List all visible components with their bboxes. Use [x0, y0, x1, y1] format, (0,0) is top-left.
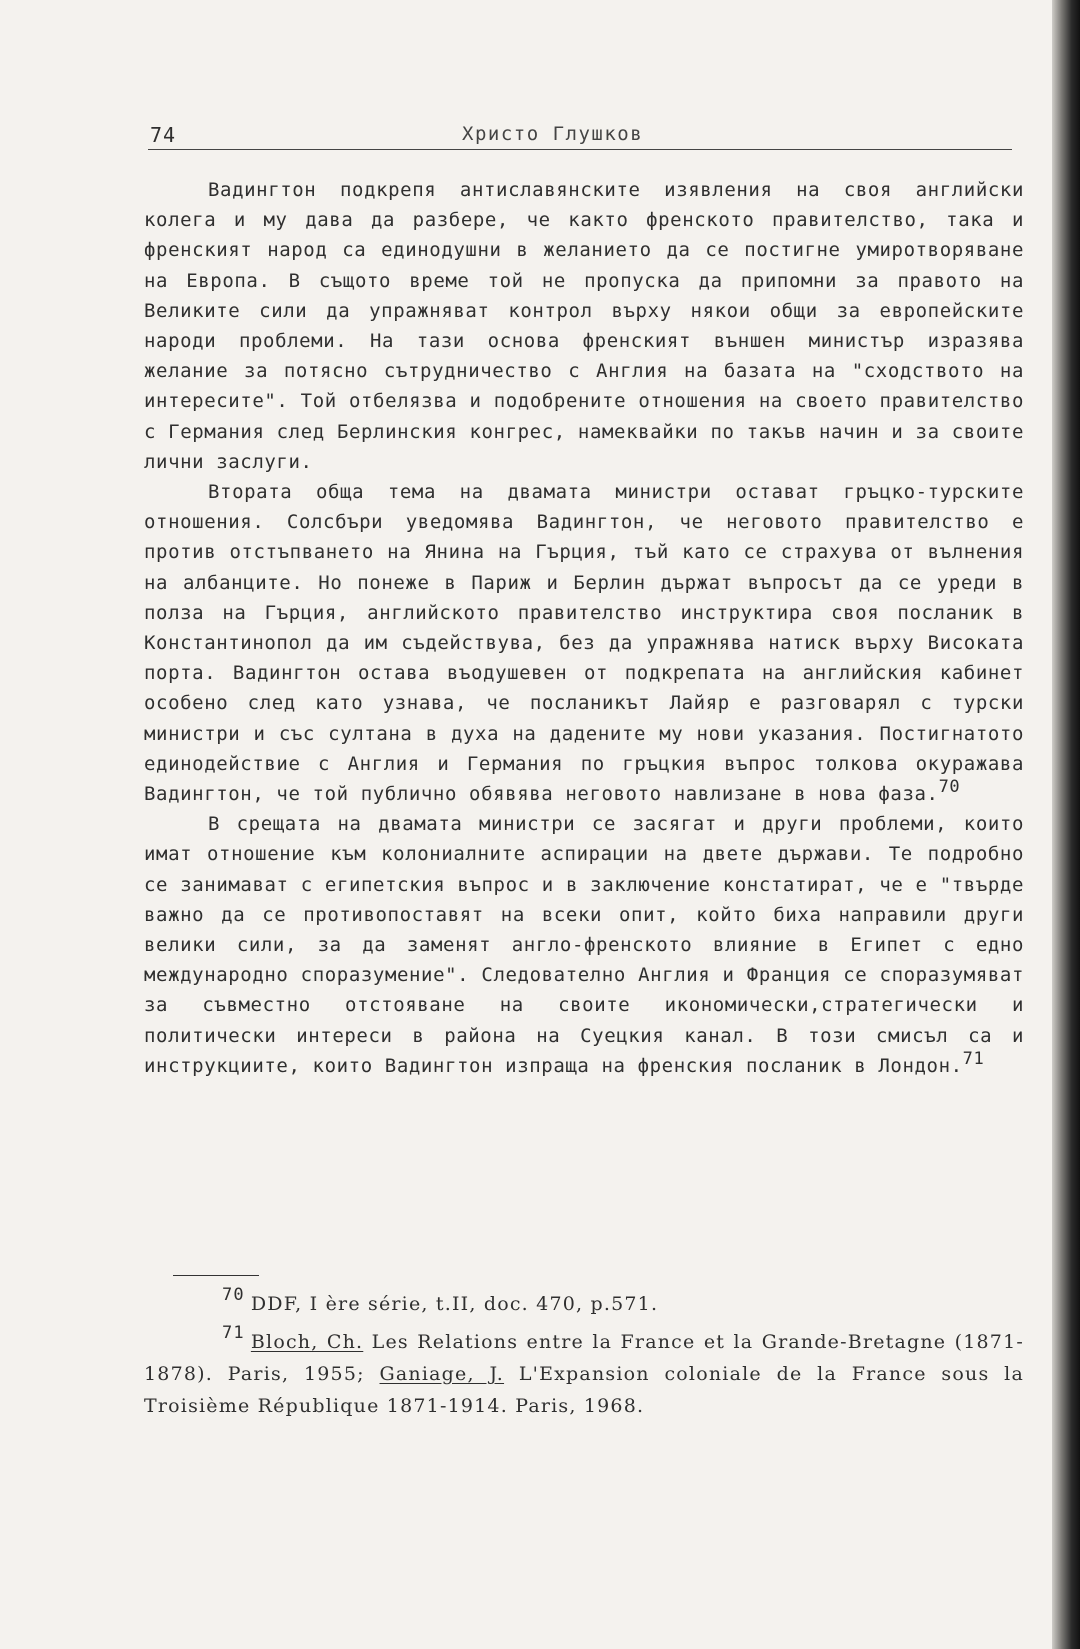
main-text: [144, 175, 1024, 1081]
page-header: [148, 121, 1012, 150]
page-binding-edge: [1052, 0, 1080, 1649]
footnotes: [144, 1285, 1025, 1428]
footnote-70-text: DDF, I ère série, t.II, doc. 470, p.571.: [250, 1293, 659, 1315]
running-head-author: Христо Глушков: [462, 123, 644, 145]
paragraph-2: [144, 477, 1024, 809]
footnote-71: [144, 1323, 1025, 1422]
footnote-71-number: 71: [222, 1323, 245, 1343]
footnote-71-text-2: L'Expansion coloniale de la France sous la Troisième République 1871-1914. Paris, 1968.: [144, 1363, 1024, 1417]
footnote-ref-70: 70: [938, 777, 961, 798]
footnote-70: [144, 1285, 1024, 1320]
footnote-70-number: 70: [222, 1285, 245, 1305]
paragraph-1: [144, 175, 1024, 477]
footnote-71-text-1: Les Relations entre la France et la Grande-Bretagne (1871-1878). Paris, 1955;: [144, 1331, 1025, 1385]
page-number: 74: [150, 123, 177, 147]
footnote-divider: [173, 1275, 259, 1276]
paragraph-3-text: В срещата на двамата министри се засягат и други проблеми, които имат отношение към колониалните аспирации на двете държави. Те подробно се занимават с египетския въпрос и в заключение констатират, че е "твърде важно да се противопоставят на всеки опит, който биха направили други велики сили, за да заменят англо-френското влияние в Египет с едно международно споразумение". Следователно Англия и Франция се споразумяват за съвместно отстояване на своите икономически,стратегически и политически интереси в района на Суецкия канал. В този смисъл са и инструкциите, които Вадингтон изпраща на френския посланик в Лондон.: [144, 813, 1024, 1077]
paragraph-2-text: Втората обща тема на двамата министри остават гръцко-турските отношения. Солсбъри уведомява Вадингтон, че неговото правителство е против отстъпването на Янина на Гърция, тъй като се страхува от вълнения на албанците. Но понеже в Париж и Берлин държат въпросът да се уреди в полза на Гърция, английското правителство инструктира своя посланик в Константинопол да им съдействува, без да упражнява натиск върху Високата порта. Вадингтон остава въодушевен от подкрепата на английския кабинет особено след като узнава, че посланикът Лайяр е разговарял с турски министри и със султана в духа на дадените му нови указания. Постигнатото единодействие с Англия и Германия по гръцкия въпрос толкова окуражава Вадингтон, че той публично обявява неговото навлизане в нова фаза.: [144, 481, 1024, 806]
footnote-71-author-1: Bloch, Ch.: [250, 1331, 364, 1353]
footnote-71-author-2: Ganiage, J.: [379, 1363, 505, 1385]
paragraph-3: [144, 809, 1024, 1081]
footnote-ref-71: 71: [962, 1048, 985, 1069]
paragraph-1-text: Вадингтон подкрепя антиславянските изявления на своя английски колега и му дава да разбере, че както френското правителство, така и френският народ са единодушни в желанието да се постигне умиротворяване на Европа. В същото време той не пропуска да припомни за правото на Великите сили да упражняват контрол върху някои общи за европейските народи проблеми. На тази основа френският външен министър изразява желание за потясно сътрудничество с Англия на базата на "сходството на интересите". Той отбелязва и подобрените отношения на своето правителство с Германия след Берлинския конгрес, намеквайки по такъв начин и за своите лични заслуги.: [144, 179, 1024, 473]
